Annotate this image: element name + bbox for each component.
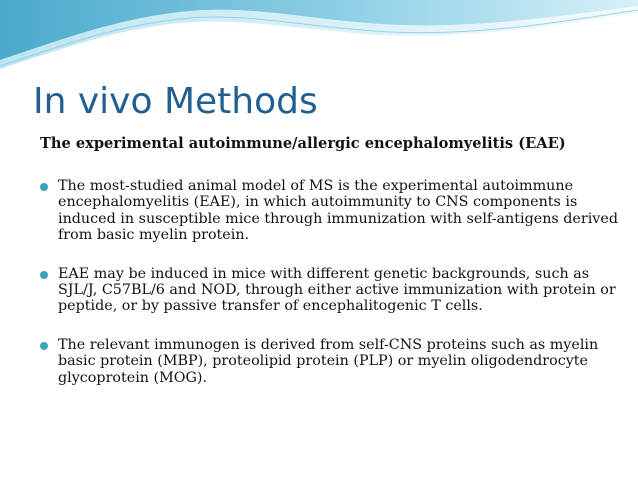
bullet-item xyxy=(40,266,626,315)
slide-subtitle: The experimental autoimmune/allergic encephalomyelitis (EAE) xyxy=(40,135,566,152)
bullet-text: EAE may be induced in mice with different genetic backgrounds, such as SJL/J, C57BL/6 and NOD, through either active immunization with protein or peptide, or by passive transfer of encephalitogenic T cells. xyxy=(58,265,616,315)
bullet-list xyxy=(40,178,626,386)
bullet-text: The most-studied animal model of MS is the experimental autoimmune encephalomyelitis (EAE), in which autoimmunity to CNS components is induced in susceptible mice through immunization with self-antigens derived from basic myelin protein. xyxy=(58,178,618,244)
bullet-dot-icon xyxy=(40,183,48,191)
bullet-item xyxy=(40,337,626,386)
bullet-text: The relevant immunogen is derived from self-CNS proteins such as myelin basic protein (MBP), proteolipid protein (PLP) or myelin oligodendrocyte glycoprotein (MOG). xyxy=(58,336,599,386)
bullet-dot-icon xyxy=(40,342,48,350)
bullet-item xyxy=(40,178,626,244)
slide-title: In vivo Methods xyxy=(33,81,318,122)
bullet-dot-icon xyxy=(40,271,48,279)
header-wave-decoration xyxy=(0,0,638,72)
